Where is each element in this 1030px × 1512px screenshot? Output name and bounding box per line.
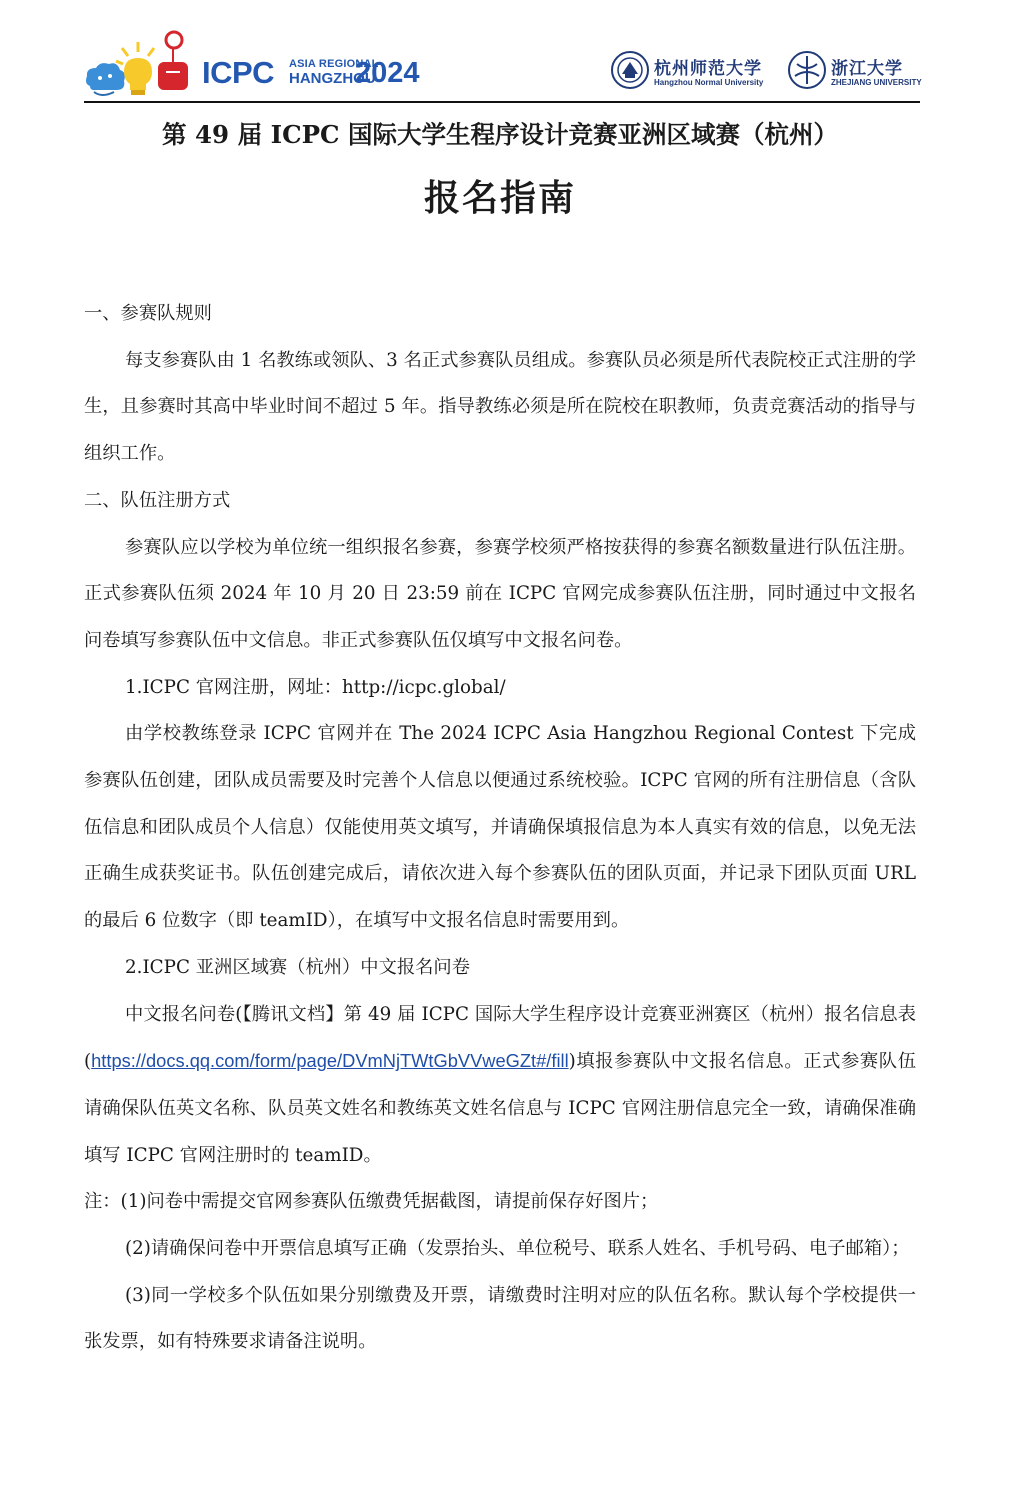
questionnaire-text-after: )填报参赛队中文报名信息。正式参赛队伍请确保队伍英文名称、队员英文姓名和教练英文姓名信息与 ICPC 官网注册信息完全一致，请确保准确填写 ICPC 官网注册时的 teamID。 [84,1051,916,1166]
paragraph-rules: 每支参赛队由 1 名教练或领队、3 名正式参赛队员组成。参赛队员必须是所代表院校正式注册的学生，且参赛时其高中毕业时间不超过 5 年。指导教练必须是所在院校在职教师，负责竞赛活动的指导与组织工作。 [84,349,916,465]
region-line1: ASIA REGIONAL [289,58,379,70]
hznu-name-cn: 杭州师范大学 [654,59,762,79]
paragraph-icpc-site: 由学校教练登录 ICPC 官网并在 The 2024 ICPC Asia Hangzhou Regional Contest 下完成参赛队伍创建，团队成员需要及时完善个人信息以便通过系统校验。ICPC 官网的所有注册信息（含队伍信息和团队成员个人信息）仅能使用英文填写，并请确保填报信息为本人真实有效的信息，以免无法正确生成获奖证书。队伍创建完成后，请依次进入每个参赛队伍的团队页面，并记录下团队页面 URL 的最后 6 位数字（即 teamID），在填写中文报名信息时需要用到。 [84,723,916,932]
zju-name-en: ZHEJIANG UNIVERSITY [831,78,922,87]
note-1: 注：(1)问卷中需提交官网参赛队伍缴费凭据截图，请提前保存好图片； [84,1191,659,1213]
icpc-hangzhou-logo [84,26,424,100]
note-3: (3)同一学校多个队伍如果分别缴费及开票，请缴费时注明对应的队伍名称。默认每个学校提供一张发票，如有特殊要求请备注说明。 [84,1284,916,1353]
hznu-name-en: Hangzhou Normal University [654,78,764,87]
region-line2: HANGZHOU [289,70,376,87]
zju-name-cn: 浙江大学 [831,59,903,79]
section-heading-rules: 一、参赛队规则 [84,303,212,324]
page-header [84,26,920,100]
page-subtitle: 报名指南 [423,177,576,219]
document-body [84,291,916,1366]
questionnaire-link[interactable]: https://docs.qq.com/form/page/DVmNjTWtGbVVweGZt#/fill [91,1050,569,1072]
zhejiang-university-logo [787,48,920,96]
zju-seal-icon [787,50,827,90]
university-logos [610,48,920,96]
section-heading-registration: 二、队伍注册方式 [84,489,231,511]
icpc-wordmark: ICPC [202,55,275,90]
header-divider [84,101,920,103]
paragraph-questionnaire [84,992,916,1180]
note-2: (2)请确保问卷中开票信息填写正确（发票抬头、单位税号、联系人姓名、手机号码、电子邮箱）； [125,1238,910,1260]
hznu-seal-icon [610,50,650,90]
paragraph-registration: 参赛队应以学校为单位统一组织报名参赛，参赛学校须严格按获得的参赛名额数量进行队伍注册。正式参赛队伍须 2024 年 10 月 20 日 23:59 前在 ICPC 官网完成参赛队伍注册，同时通过中文报名问卷填写参赛队伍中文信息。非正式参赛队伍仅填写中文报名问卷。 [84,536,916,651]
item-heading-questionnaire: 2.ICPC 亚洲区域赛（杭州）中文报名问卷 [125,956,470,978]
questionnaire-text-before: 中文报名问卷(【腾讯文档】第 49 届 ICPC 国际大学生程序设计竞赛亚洲赛区（杭州）报名信息表( [84,1003,916,1073]
year-label: 2024 [355,57,420,89]
hangzhou-normal-university-logo [610,48,770,96]
item-heading-icpc-site: 1.ICPC 官网注册，网址：http://icpc.global/ [125,676,506,698]
page-title: 第 49 届 ICPC 国际大学生程序设计竞赛亚洲区域赛（杭州） [161,120,839,149]
icpc-mascot-icon [84,28,202,100]
